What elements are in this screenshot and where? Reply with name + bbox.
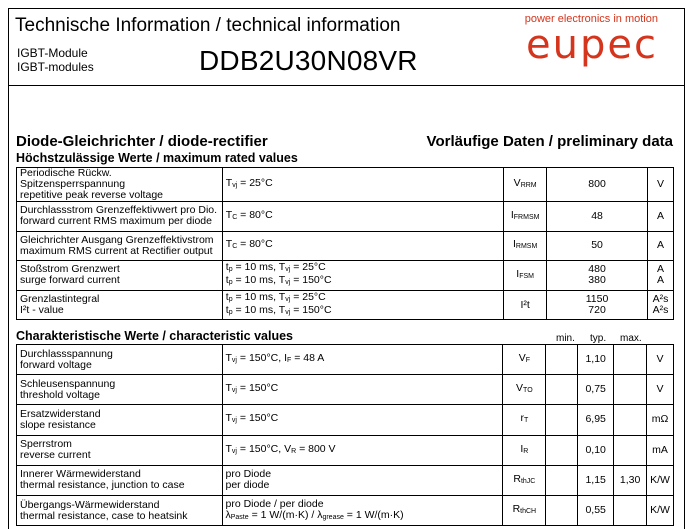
test-condition bbox=[222, 375, 503, 405]
parameter-description bbox=[17, 345, 223, 375]
table-row bbox=[17, 261, 674, 291]
unit-text: K/W bbox=[650, 504, 670, 517]
description-de: Innerer Wärmewiderstand bbox=[20, 468, 141, 481]
condition-text: T bbox=[225, 208, 233, 221]
condition-subscript: p bbox=[228, 296, 233, 304]
symbol-text: r bbox=[520, 412, 524, 425]
value bbox=[547, 168, 648, 202]
description-en: I²t - value bbox=[20, 304, 64, 317]
symbol bbox=[503, 495, 546, 525]
symbol-text: V bbox=[518, 352, 526, 365]
value-typ bbox=[578, 405, 614, 435]
description-en: reverse current bbox=[20, 449, 91, 462]
test-condition bbox=[222, 168, 503, 202]
description-de: Periodische Rückw. Spitzensperrspannung bbox=[20, 167, 126, 190]
symbol bbox=[504, 231, 547, 261]
unit bbox=[647, 261, 673, 291]
symbol-text: I bbox=[513, 238, 516, 251]
value-max bbox=[614, 375, 647, 405]
condition-text: T bbox=[225, 382, 232, 395]
unit bbox=[647, 290, 673, 320]
symbol-subscript: FRMSM bbox=[513, 213, 540, 221]
condition-subscript: vj bbox=[285, 296, 291, 304]
parameter-description bbox=[17, 168, 223, 202]
unit-text: A bbox=[656, 209, 664, 222]
value bbox=[547, 290, 648, 320]
description-de: Schleusenspannung bbox=[20, 377, 116, 390]
unit-text: A bbox=[656, 263, 664, 276]
char-values-title: Charakteristische Werte / characteristic values bbox=[16, 329, 293, 343]
condition-subscript: p bbox=[228, 309, 233, 317]
unit-text: A bbox=[656, 274, 664, 287]
value-min bbox=[546, 375, 578, 405]
module-type-en: IGBT-modules bbox=[17, 60, 94, 74]
condition-subscript: Paste bbox=[230, 513, 249, 521]
condition-subscript: vj bbox=[285, 279, 291, 287]
char-values-table bbox=[16, 344, 674, 526]
symbol bbox=[503, 375, 546, 405]
unit-text: V bbox=[656, 353, 664, 366]
max-ratings-table bbox=[16, 167, 674, 320]
symbol-text: I bbox=[510, 208, 514, 221]
description-de: Stoßstrom Grenzwert bbox=[20, 263, 120, 276]
description-en: threshold voltage bbox=[20, 388, 100, 401]
condition-subscript: F bbox=[287, 357, 292, 365]
condition-text: = 150°C bbox=[290, 304, 332, 317]
value-typ bbox=[578, 375, 614, 405]
value-text: 1,30 bbox=[619, 473, 641, 486]
description-en: thermal resistance, case to heatsink bbox=[20, 509, 188, 522]
description-en: forward current RMS maximum per diode bbox=[20, 215, 212, 228]
description-de: Übergangs-Wärmewiderstand bbox=[20, 498, 160, 511]
condition-text: = 1 W/(m·K) bbox=[343, 508, 404, 521]
unit-text: A bbox=[656, 239, 664, 252]
symbol-subscript: T bbox=[523, 417, 529, 425]
document-header bbox=[8, 8, 685, 86]
logo-name: eupec bbox=[526, 22, 658, 68]
parameter-description bbox=[17, 290, 223, 320]
parameter-description bbox=[17, 231, 223, 261]
value-min bbox=[546, 435, 578, 465]
symbol bbox=[504, 261, 547, 291]
symbol-text: V bbox=[516, 382, 524, 395]
test-condition bbox=[222, 290, 503, 320]
condition-text: T bbox=[225, 352, 232, 365]
test-condition bbox=[222, 231, 503, 261]
unit bbox=[647, 345, 674, 375]
value bbox=[547, 261, 648, 291]
table-row bbox=[17, 290, 674, 320]
condition-text: T bbox=[225, 442, 232, 455]
parameter-description bbox=[17, 465, 223, 495]
symbol-text: I²t bbox=[520, 298, 530, 311]
condition-text: = 80°C bbox=[237, 208, 273, 221]
condition-text: = 80°C bbox=[237, 238, 273, 251]
table-row bbox=[17, 405, 674, 435]
condition-subscript: grease bbox=[322, 513, 344, 521]
symbol-text: R bbox=[512, 503, 521, 516]
condition-subscript: vj bbox=[232, 182, 238, 189]
condition-text: = 800 V bbox=[296, 442, 336, 455]
condition-text: t bbox=[225, 291, 229, 304]
table-row bbox=[17, 345, 674, 375]
value-text: 800 bbox=[588, 178, 606, 190]
condition-text: = 25°C bbox=[290, 291, 326, 304]
condition-text: t bbox=[225, 304, 229, 317]
condition-subscript: C bbox=[232, 213, 238, 221]
value-max bbox=[614, 495, 647, 525]
eupec-logo bbox=[524, 13, 658, 68]
document-title: Technische Information / technical information bbox=[15, 15, 401, 36]
unit bbox=[647, 231, 673, 261]
unit-text: V bbox=[656, 178, 664, 190]
value-text: 1,15 bbox=[585, 473, 606, 486]
condition-text: pro Diode / per diode bbox=[225, 497, 324, 510]
value-min bbox=[546, 405, 578, 435]
symbol bbox=[504, 290, 547, 320]
unit bbox=[647, 168, 673, 202]
symbol-subscript: F bbox=[525, 357, 530, 365]
value-text: 48 bbox=[591, 209, 603, 222]
parameter-description bbox=[17, 495, 223, 525]
table-row bbox=[17, 231, 674, 261]
section-title: Diode-Gleichrichter / diode-rectifier bbox=[16, 133, 268, 150]
condition-text: = 10 ms, T bbox=[232, 291, 286, 304]
symbol-subscript: FSM bbox=[519, 272, 534, 280]
parameter-description bbox=[17, 261, 223, 291]
value-typ bbox=[578, 345, 614, 375]
value-min bbox=[546, 465, 578, 495]
unit-text: A²s bbox=[652, 304, 669, 317]
condition-subscript: vj bbox=[285, 309, 291, 317]
unit-text: A²s bbox=[652, 293, 669, 306]
symbol-text: I bbox=[516, 267, 520, 280]
symbol-subscript: thCH bbox=[520, 508, 537, 516]
table-row bbox=[17, 465, 674, 495]
table-row bbox=[17, 495, 674, 525]
condition-subscript: vj bbox=[285, 266, 291, 274]
description-de: Durchlassspannung bbox=[20, 347, 113, 360]
value-min bbox=[546, 495, 578, 525]
value-typ bbox=[578, 495, 614, 525]
description-en: thermal resistance, junction to case bbox=[20, 479, 185, 492]
symbol-subscript: R bbox=[523, 447, 529, 455]
condition-text: = 10 ms, T bbox=[232, 274, 286, 287]
value-text: 1150 bbox=[585, 293, 609, 306]
unit-text: mA bbox=[652, 443, 668, 456]
condition-text: pro Diode bbox=[225, 468, 272, 481]
condition-subscript: C bbox=[232, 243, 238, 251]
description-de: Ersatzwiderstand bbox=[20, 407, 101, 420]
description-de: Grenzlastintegral bbox=[20, 293, 100, 306]
table-row bbox=[17, 435, 674, 465]
value-text: 380 bbox=[588, 274, 606, 287]
module-type-de: IGBT-Module bbox=[17, 46, 88, 60]
unit bbox=[647, 202, 673, 232]
condition-text: = 48 A bbox=[291, 352, 325, 365]
test-condition bbox=[222, 435, 503, 465]
condition-text: T bbox=[225, 177, 233, 189]
condition-subscript: vj bbox=[231, 417, 237, 425]
value-text: 50 bbox=[591, 239, 603, 252]
unit-text: mΩ bbox=[651, 413, 669, 426]
condition-text: = 25°C bbox=[237, 177, 273, 189]
table-row bbox=[17, 168, 674, 202]
description-en: repetitive peak reverse voltage bbox=[20, 189, 163, 201]
parameter-description bbox=[17, 405, 223, 435]
value-text: 0,55 bbox=[585, 504, 606, 517]
condition-text: T bbox=[225, 412, 232, 425]
symbol-subscript: RMSM bbox=[515, 243, 538, 251]
condition-text: = 1 W/(m·K) / λ bbox=[248, 508, 323, 521]
description-en: forward voltage bbox=[20, 358, 92, 371]
left-border bbox=[8, 86, 9, 529]
value-typ bbox=[578, 465, 614, 495]
parameter-description bbox=[17, 375, 223, 405]
symbol-subscript: TO bbox=[523, 387, 533, 395]
table-row bbox=[17, 202, 674, 232]
condition-text: = 25°C bbox=[290, 261, 326, 274]
value-typ bbox=[578, 435, 614, 465]
condition-subscript: p bbox=[228, 266, 233, 274]
parameter-description bbox=[17, 202, 223, 232]
condition-text: per diode bbox=[225, 479, 270, 492]
condition-text: t bbox=[225, 274, 229, 287]
condition-text: T bbox=[225, 238, 233, 251]
test-condition bbox=[222, 261, 503, 291]
value-max bbox=[614, 465, 647, 495]
description-de: Sperrstrom bbox=[20, 438, 72, 451]
condition-text: t bbox=[225, 261, 229, 274]
condition-subscript: vj bbox=[231, 447, 237, 455]
condition-text: = 150°C bbox=[290, 274, 332, 287]
unit bbox=[647, 495, 674, 525]
symbol bbox=[503, 405, 546, 435]
description-en: maximum RMS current at Rectifier output bbox=[20, 244, 213, 257]
value-max bbox=[614, 405, 647, 435]
symbol bbox=[503, 345, 546, 375]
condition-subscript: vj bbox=[231, 387, 237, 395]
value bbox=[547, 231, 648, 261]
test-condition bbox=[222, 202, 503, 232]
unit bbox=[647, 375, 674, 405]
condition-subscript: p bbox=[228, 279, 233, 287]
value-text: 720 bbox=[588, 304, 606, 317]
condition-text: = 10 ms, T bbox=[232, 304, 286, 317]
symbol-text: R bbox=[513, 472, 521, 485]
test-condition bbox=[222, 405, 503, 435]
value-text: 480 bbox=[588, 263, 606, 276]
unit bbox=[647, 405, 674, 435]
condition-text: λ bbox=[225, 508, 231, 521]
value-text: 6,95 bbox=[585, 413, 606, 426]
description-de: Durchlassstrom Grenzeffektivwert pro Dio. bbox=[20, 204, 218, 217]
parameter-description bbox=[17, 435, 223, 465]
col-min-label: min. bbox=[556, 333, 575, 344]
condition-text: = 10 ms, T bbox=[232, 261, 286, 274]
value-text: 1,10 bbox=[585, 353, 606, 366]
description-de: Gleichrichter Ausgang Grenzeffektivstrom bbox=[20, 233, 214, 246]
unit-text: V bbox=[656, 383, 664, 396]
condition-text: = 150°C bbox=[236, 412, 279, 425]
test-condition bbox=[222, 495, 503, 525]
test-condition bbox=[222, 345, 503, 375]
max-ratings-title: Höchstzulässige Werte / maximum rated values bbox=[16, 151, 298, 165]
symbol-text: I bbox=[520, 442, 524, 455]
right-border bbox=[684, 86, 685, 529]
table-row bbox=[17, 375, 674, 405]
value-max bbox=[614, 435, 647, 465]
test-condition bbox=[222, 465, 503, 495]
col-max-label: max. bbox=[620, 333, 642, 344]
col-typ-label: typ. bbox=[590, 333, 607, 344]
symbol bbox=[504, 168, 547, 202]
unit-text: K/W bbox=[650, 473, 670, 486]
symbol-subscript: RRM bbox=[520, 182, 537, 189]
condition-text: = 150°C bbox=[236, 382, 279, 395]
condition-text: = 150°C, I bbox=[236, 352, 288, 365]
condition-subscript: R bbox=[291, 447, 297, 455]
symbol bbox=[503, 435, 546, 465]
logo-tagline: power electronics in motion bbox=[524, 13, 658, 25]
part-number: DDB2U30N08VR bbox=[199, 45, 418, 76]
value bbox=[547, 202, 648, 232]
description-en: slope resistance bbox=[20, 418, 96, 431]
condition-subscript: vj bbox=[231, 357, 237, 365]
unit bbox=[647, 435, 674, 465]
description-en: surge forward current bbox=[20, 274, 120, 287]
condition-text: = 150°C, V bbox=[236, 442, 292, 455]
symbol-text: V bbox=[513, 177, 521, 189]
value-text: 0,10 bbox=[585, 443, 606, 456]
symbol bbox=[503, 465, 546, 495]
symbol bbox=[504, 202, 547, 232]
value-min bbox=[546, 345, 578, 375]
unit bbox=[647, 465, 674, 495]
value-text: 0,75 bbox=[585, 383, 606, 396]
preliminary-label: Vorläufige Daten / preliminary data bbox=[426, 133, 673, 150]
value-max bbox=[614, 345, 647, 375]
symbol-subscript: thJC bbox=[520, 477, 536, 485]
